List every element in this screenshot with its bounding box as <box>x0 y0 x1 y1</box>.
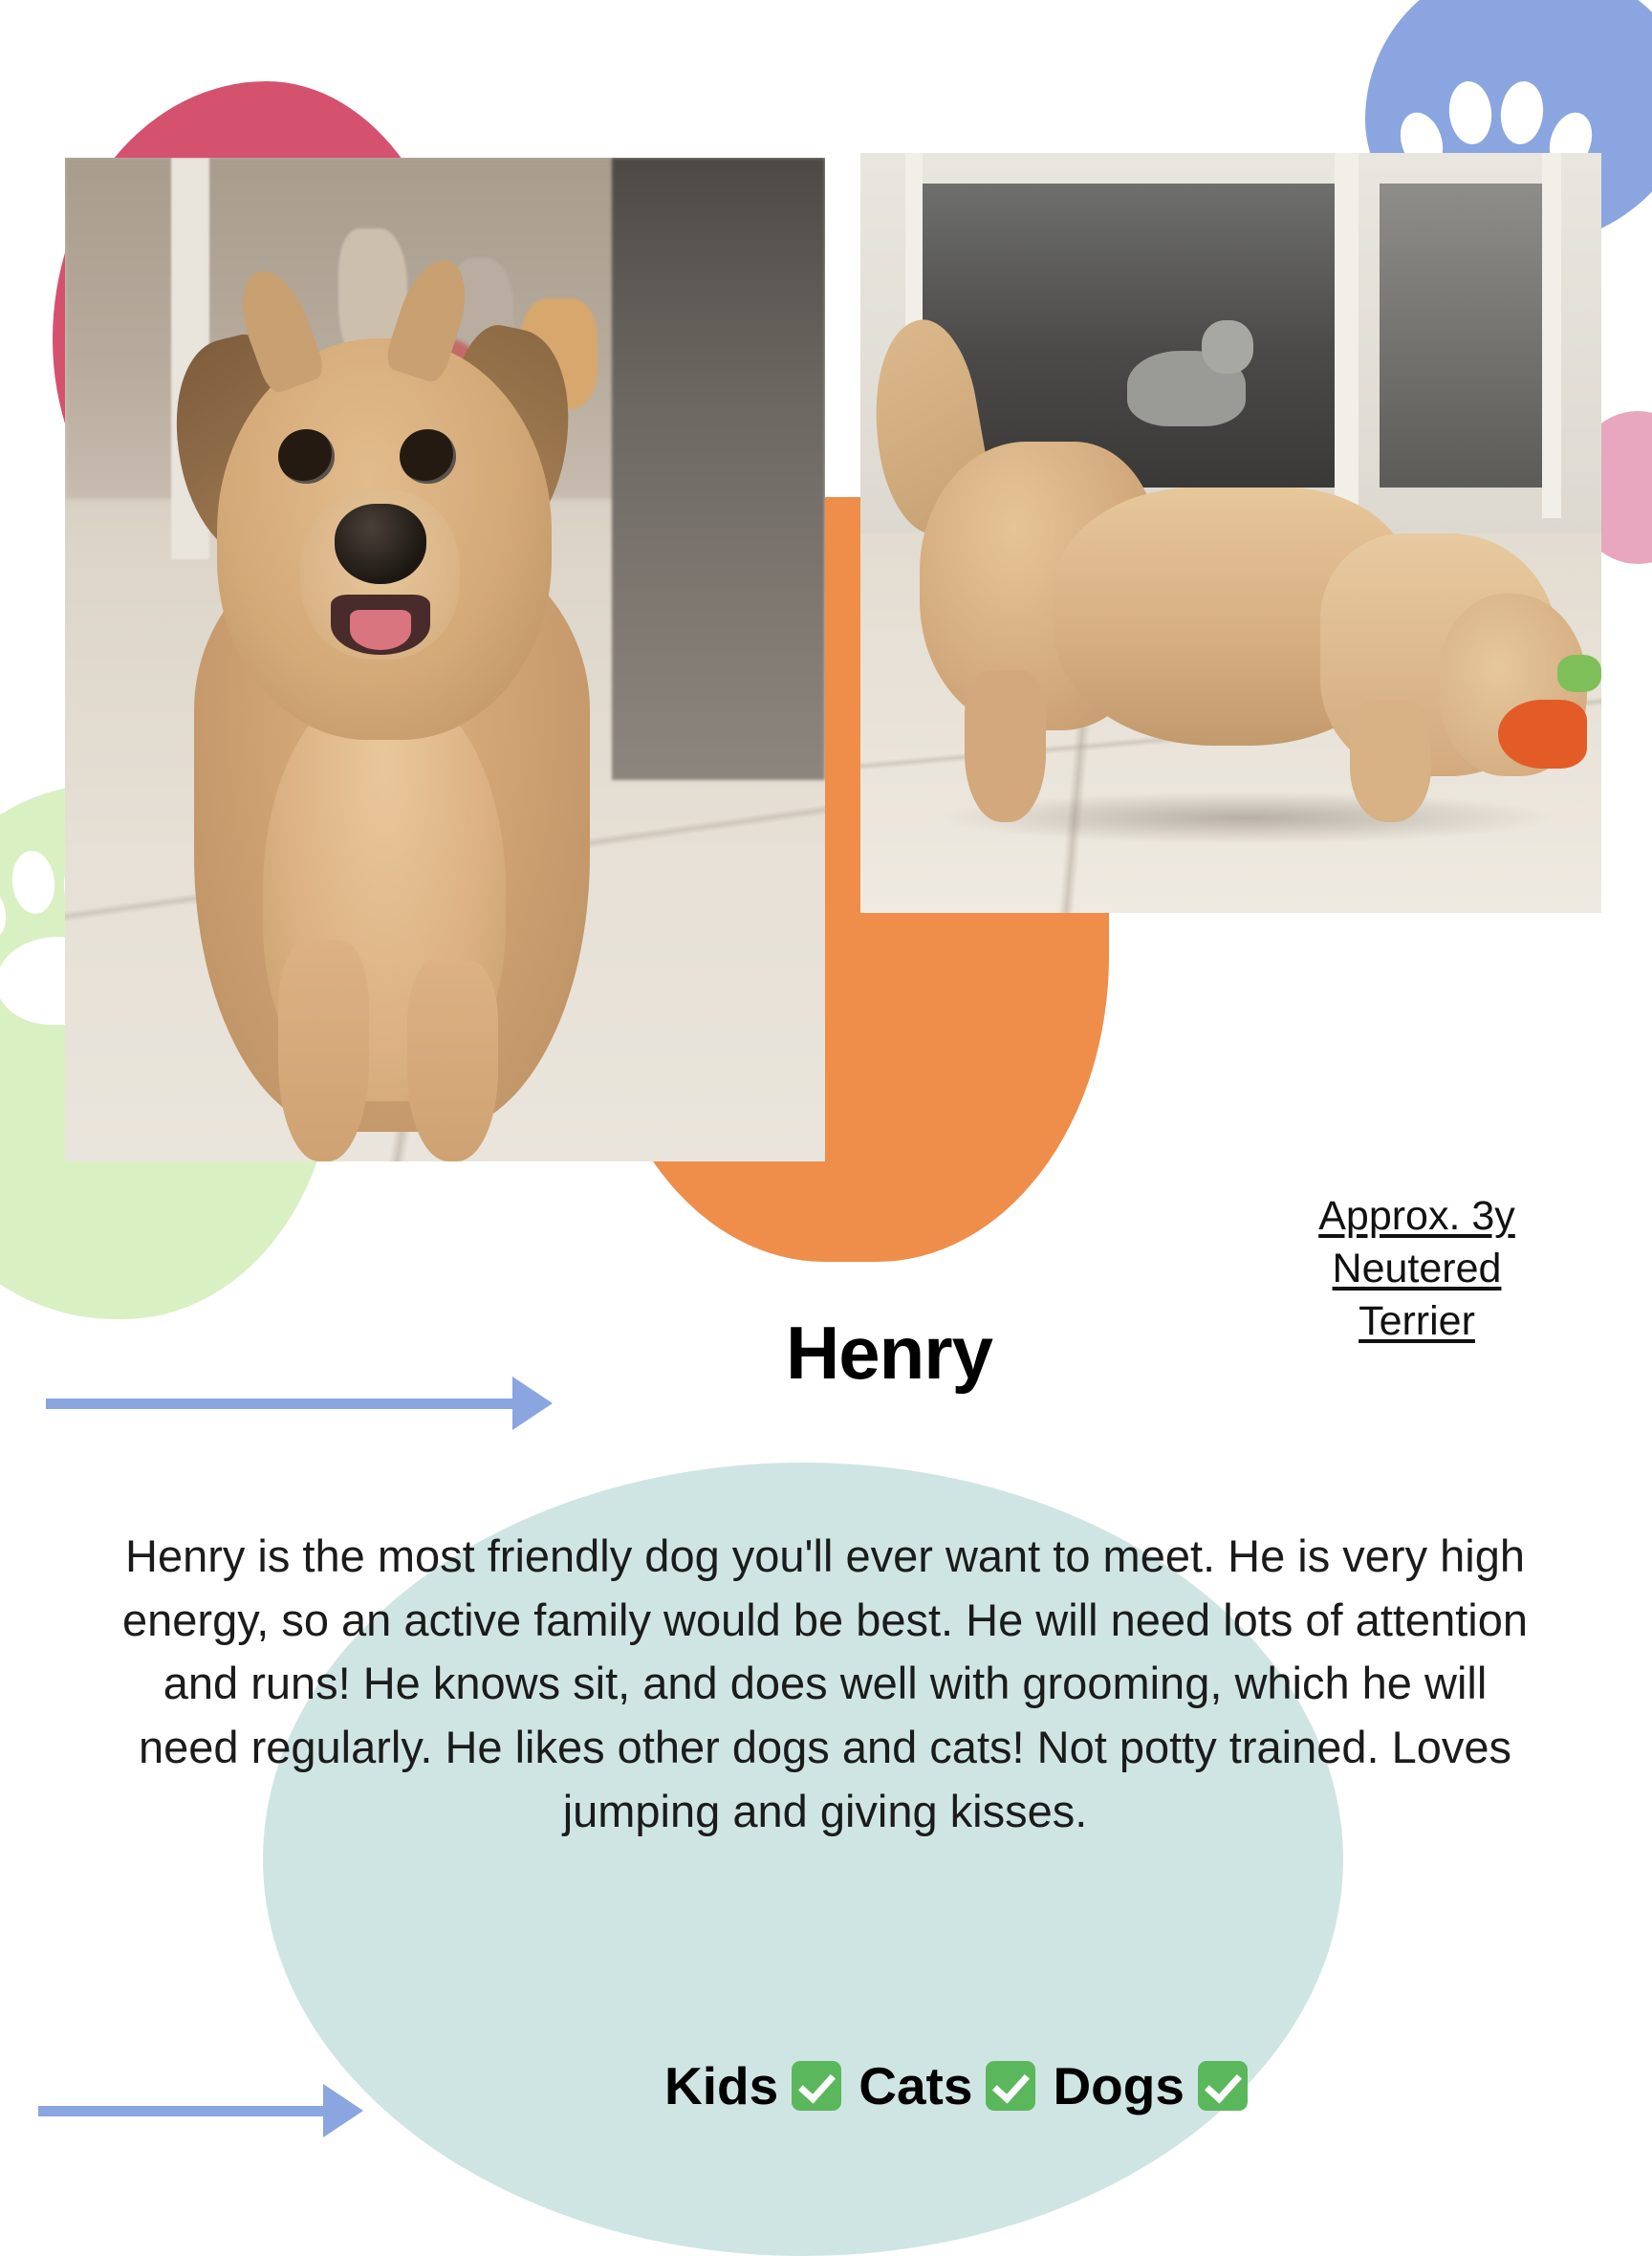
check-mark-icon <box>986 2061 1035 2111</box>
pet-name: Henry <box>785 1311 993 1395</box>
trait-dogs <box>1053 2055 1248 2116</box>
arrow-right-icon <box>46 1377 553 1430</box>
pet-detail-age: Approx. 3y <box>1318 1193 1515 1239</box>
trait-cats <box>859 2055 1035 2116</box>
arrow-right-icon <box>38 2084 363 2137</box>
trait-kids-label: Kids <box>664 2056 779 2115</box>
photo-dog-portrait <box>65 158 825 1161</box>
check-mark-icon <box>1198 2061 1248 2111</box>
pet-detail-breed: Terrier <box>1359 1298 1475 1345</box>
trait-cats-label: Cats <box>859 2056 973 2115</box>
pet-details <box>1273 1190 1560 1348</box>
pet-detail-status: Neutered <box>1332 1246 1502 1292</box>
pet-compatibility-row <box>478 2055 1434 2116</box>
trait-dogs-label: Dogs <box>1053 2056 1185 2115</box>
check-mark-icon <box>792 2061 841 2111</box>
photo-dog-playing <box>860 153 1601 913</box>
pet-description: Henry is the most friendly dog you'll ever want to meet. He is very high energy, so an active family would be best. He will need lots of attention and runs! He knows sit, and does well with grooming, which he will need regularly. He likes other dogs and cats! Not potty trained. Loves jumping and giving kisses. <box>122 1530 1528 1836</box>
trait-kids <box>664 2055 841 2116</box>
